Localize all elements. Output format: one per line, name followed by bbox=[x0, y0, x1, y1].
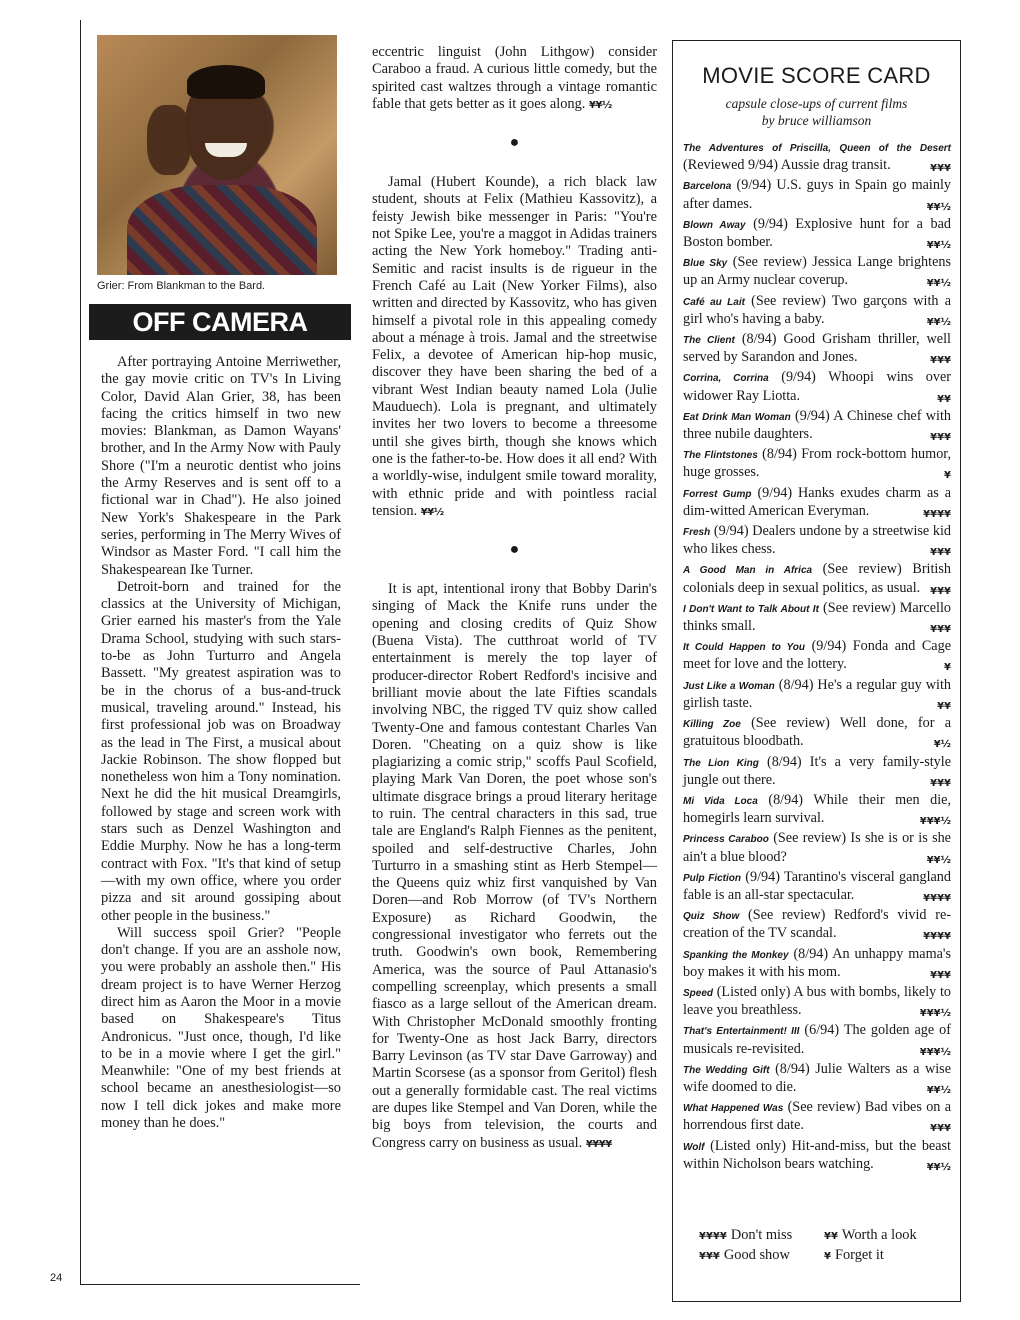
legend-stars: ¥¥¥ bbox=[699, 1251, 720, 1262]
rating-stars: ¥¥¥ bbox=[930, 777, 951, 789]
score-card-entry bbox=[683, 792, 951, 830]
film-capsule: (9/94) Tarantino's visceral gangland fable is an all-star spectacular. bbox=[683, 868, 951, 903]
film-capsule: (8/94) From rock-bottom humor, huge grosses. bbox=[683, 446, 951, 481]
article-paragraph: After portraying Antoine Merriwether, the gay movie critic on TV's In Living Color, David Alan Grier, 38, has been facing the critics himself in two new movies: Blankman, as Damon Wayans' brother, and In the Army Now with Pauly Shore ("I'm a neurotic dentist who joins the Army Reserves and is sent off to a fictional war in Chad"). He also joined New York's Shakespeare in the Park series, performing in The Merry Wives of Windsor as Master Ford. "I call him the Shakespearean Ike Turner. bbox=[101, 354, 341, 578]
film-capsule: (8/94) Julie Walters as a wise wife doomed to die. bbox=[683, 1060, 951, 1095]
film-capsule: (See review) Is she is or is she ain't a blue blood? bbox=[683, 830, 951, 865]
rating-stars: ¥¥½ bbox=[926, 1084, 951, 1096]
subtitle-line: capsule close-ups of current films bbox=[725, 96, 908, 111]
page-number: 24 bbox=[50, 1272, 63, 1284]
score-card-entry bbox=[683, 139, 951, 177]
review-text: eccentric linguist (John Lithgow) consider Caraboo a fraud. A curious little comedy, but the spirited cast waltzes through a vintage romantic fable that gets better as it goes along. bbox=[372, 44, 657, 112]
score-card-title: MOVIE SCORE CARD bbox=[702, 63, 931, 88]
score-card-entry bbox=[683, 293, 951, 331]
film-capsule: (9/94) Whoopi wins over widower Ray Liotta. bbox=[683, 369, 951, 404]
legend-stars: ¥ bbox=[824, 1251, 831, 1262]
rating-stars: ¥¥¥ bbox=[930, 547, 951, 559]
legend-item bbox=[699, 1227, 824, 1245]
film-title: Fresh bbox=[683, 527, 711, 539]
film-title: Speed bbox=[683, 987, 714, 999]
off-camera-column bbox=[80, 20, 360, 1285]
score-card-entries bbox=[683, 139, 951, 1176]
film-title: Spanking the Monkey bbox=[683, 949, 789, 961]
film-title: Quiz Show bbox=[683, 911, 740, 923]
film-title: I Don't Want to Talk About It bbox=[683, 603, 819, 615]
review-paragraph bbox=[372, 174, 657, 521]
rating-stars: ¥¥½ bbox=[926, 1161, 951, 1173]
rating-legend bbox=[699, 1227, 949, 1265]
score-card-entry bbox=[683, 177, 951, 215]
photo-caption: Grier: From Blankman to the Bard. bbox=[97, 280, 266, 292]
film-title: Barcelona bbox=[683, 181, 732, 193]
rating-stars: ¥½ bbox=[933, 739, 951, 751]
film-title: Forrest Gump bbox=[683, 488, 752, 500]
score-card-entry bbox=[683, 946, 951, 984]
film-capsule: (9/94) Fonda and Cage meet for love and the lottery. bbox=[683, 638, 951, 673]
film-title: The Lion King bbox=[683, 757, 759, 769]
film-title: A Good Man in Africa bbox=[683, 565, 813, 577]
score-card-entry bbox=[683, 446, 951, 484]
film-capsule: (Listed only) Hit-and-miss, but the beast within Nicholson bears watching. bbox=[683, 1137, 951, 1172]
legend-label: Don't miss bbox=[730, 1227, 793, 1243]
review-text: It is apt, intentional irony that Bobby Darin's singing of Mack the Knife runs under the opening and closing credits of Quiz Show (Buena Vista). The cutthroat world of TV entertainment is merely the top layer of producer-director Robert Redford's incisive and brilliant movie about the late Fifties scandals involving NBC, the rigged TV quiz show called Twenty-One and famous contestant Charles Van Doren. "Cheating on a quiz show is like plagiarizing a comic strip," scoffs Paul Scofield, playing Mark Van Doren, the poet whose son's ultimate disgrace brings a proud literary heritage to ruin. The central characters in this sad, true tale are England's Ralph Fiennes as the penitent, spoiled and self-destructive Charles, John Turturro in a smashing stint as Herb Stempel—the Queens quiz whiz first vanquished by Van Doren—and Rob Morrow (of TV's Northern Exposure) as Richard Goodwin, the congressional investigator who ferrets out the truth. Goodwin's own book, Remembering America, was the source of Paul Attanasio's compelling screenplay, which presents a small fiasco as a large sellout of the American dream. With Christopher McDonald smoothly fronting for Twenty-One as host Jack Barry, directors Barry Levinson (as TV star Dave Garroway) and Martin Scorsese (as a sponsor from Geritol) flesh out a generally formidable cast. The real victims are dupes like Stempel and Van Doren, while the big boys from television, the courts and Congress carry on business as usual. bbox=[372, 581, 657, 1151]
reviews-column bbox=[372, 44, 657, 1153]
film-capsule: (Reviewed 9/94) Aussie drag transit. bbox=[683, 157, 891, 174]
score-card-entry bbox=[683, 331, 951, 369]
film-capsule: (See review) Jessica Lange brightens up an Army nuclear coverup. bbox=[683, 254, 951, 289]
film-title: Blown Away bbox=[683, 219, 746, 231]
film-capsule: (9/94) A Chinese chef with three nubile daughters. bbox=[683, 407, 951, 443]
rating-stars: ¥¥¥ bbox=[930, 969, 951, 981]
rating-stars: ¥¥¥¥ bbox=[923, 508, 951, 520]
score-card-entry bbox=[683, 600, 951, 638]
film-capsule: (9/94) Dealers undone by a streetwise kid who likes chess. bbox=[683, 523, 951, 558]
score-card-entry bbox=[683, 984, 951, 1022]
score-card-entry bbox=[683, 1022, 951, 1060]
film-capsule: (8/94) An unhappy mama's boy makes it with his mom. bbox=[683, 945, 951, 980]
article-paragraph: Will success spoil Grier? "People don't change. If you are an asshole now, you were probably an asshole then." His dream project is to have Werner Herzog direct him as Aaron the Moor in a movie based on Shakespeare's Titus Andronicus. "Just once, though, I'd like to be in a movie where I get the girl." Meanwhile: "One of my best friends at school became an anesthesiologist—so now I tell dick jokes and make more money than he does." bbox=[101, 924, 341, 1132]
film-capsule: (9/94) U.S. guys in Spain go mainly after dames. bbox=[683, 177, 951, 212]
score-card-entry bbox=[683, 869, 951, 907]
legend-item bbox=[824, 1227, 949, 1245]
rating-stars: ¥¥¥¥ bbox=[585, 1138, 612, 1150]
rating-stars: ¥¥ bbox=[937, 700, 951, 712]
score-card-entry bbox=[683, 1099, 951, 1137]
film-capsule: (See review) Redford's vivid re-creation of the TV scandal. bbox=[683, 907, 952, 942]
rating-stars: ¥¥½ bbox=[926, 240, 951, 252]
film-title: The Wedding Gift bbox=[683, 1064, 770, 1076]
score-card-entry bbox=[683, 907, 951, 945]
score-card-entry bbox=[683, 254, 951, 292]
film-title: Princess Caraboo bbox=[683, 834, 769, 846]
score-card-entry bbox=[683, 754, 951, 792]
film-capsule: (8/94) It's a very family-style jungle out there. bbox=[683, 753, 952, 788]
review-paragraph bbox=[372, 44, 657, 114]
film-title: Blue Sky bbox=[683, 258, 728, 270]
rating-stars: ¥ bbox=[944, 470, 951, 482]
off-camera-article bbox=[101, 354, 341, 1132]
film-capsule: (See review) Bad vibes on a horrendous first date. bbox=[683, 1099, 951, 1134]
film-title: Just Like a Woman bbox=[683, 680, 775, 692]
rating-stars: ¥¥½ bbox=[926, 854, 951, 866]
score-card-entry bbox=[683, 216, 951, 254]
film-capsule: (8/94) He's a regular guy with girlish taste. bbox=[683, 676, 951, 711]
score-card-entry bbox=[683, 638, 951, 676]
byline: by bruce williamson bbox=[761, 113, 872, 128]
movie-score-card bbox=[672, 40, 961, 1302]
rating-stars: ¥¥¥ bbox=[930, 624, 951, 636]
score-card-entry bbox=[683, 1138, 951, 1176]
rating-stars: ¥¥½ bbox=[926, 278, 951, 290]
legend-stars: ¥¥ bbox=[824, 1231, 838, 1242]
legend-label: Good show bbox=[723, 1247, 790, 1263]
film-title: Eat Drink Man Woman bbox=[683, 411, 791, 423]
rating-stars: ¥¥¥½ bbox=[919, 816, 951, 828]
rating-stars: ¥¥¥½ bbox=[919, 1046, 951, 1058]
score-card-entry bbox=[683, 1061, 951, 1099]
score-card-entry bbox=[683, 830, 951, 868]
film-title: Killing Zoe bbox=[683, 719, 741, 731]
rating-stars: ¥¥½ bbox=[589, 99, 612, 111]
score-card-entry bbox=[683, 561, 951, 599]
legend-stars: ¥¥¥¥ bbox=[699, 1231, 727, 1242]
film-capsule: (8/94) While their men die, homegirls learn survival. bbox=[683, 791, 951, 827]
article-paragraph: Detroit-born and trained for the classics at the University of Michigan, Grier earned his master's from the Yale Drama School, studying with such stars-to-be as John Turturro and Angela Bassett. "My greatest aspiration was to be in the chorus of a bus-and-truck musical, traveling around." Instead, his first professional job was on Broadway as the lead in The First, a musical about Jackie Robinson. The show flopped but nonetheless won him a Tony nomination. Next he did the hit musical Dreamgirls, followed by stage and screen work with stars such as Denzel Washington and Eddie Murphy. Now he has a long-term contract with Fox. "It's that kind of setup—with my own office, where you order pizza and sit around gossiping about other people in the business." bbox=[101, 578, 341, 924]
rating-stars: ¥¥¥½ bbox=[919, 1008, 951, 1020]
score-card-entry bbox=[683, 715, 951, 753]
score-card-entry bbox=[683, 485, 951, 523]
score-card-entry bbox=[683, 523, 951, 561]
rating-stars: ¥¥¥ bbox=[930, 163, 951, 175]
film-capsule: (Listed only) A bus with bombs, likely to leave you breathless. bbox=[683, 983, 951, 1019]
rating-stars: ¥¥½ bbox=[926, 201, 951, 213]
rating-stars: ¥ bbox=[944, 662, 951, 674]
score-card-subtitle bbox=[673, 95, 960, 129]
photo-shirt bbox=[127, 185, 317, 275]
score-card-entry bbox=[683, 677, 951, 715]
film-capsule: (See review) British colonials deep in sexual politics, as usual. bbox=[683, 561, 951, 596]
film-capsule: (9/94) Hanks exudes charm as a dim-witted American Everyman. bbox=[683, 484, 951, 519]
film-title: The Flintstones bbox=[683, 450, 758, 462]
section-bullet: ● bbox=[509, 541, 520, 559]
review-text: Jamal (Hubert Kounde), a rich black law student, shouts at Felix (Mathieu Kassovitz), a feisty Jewish bike messenger in Paris: "You're not Spike Lee, you're a maggot in Adidas trainers acting the New York homeboy." Trading anti-Semitic and racist insults is de rigueur in the French Café au Lait (New Yorker Films), also written and directed by Kassovitz, who has given himself a pivotal role in this appealing comedy about a ménage à trois. Jamal and the streetwise Felix, a devotee of American hip-hop music, discover they have been sharing the bed of a vibrant West Indian beauty named Lola (Julie Mauduech). Lola is pregnant, and ultimately invites her two lovers to become a threesome until she gives birth, though she knows which one is the father-to-be. How does it all end? With a worldly-wise, indulgent smile toward morality, with ethnic pride and with pointless racial tension. bbox=[372, 174, 657, 519]
film-title: Café au Lait bbox=[683, 296, 745, 308]
film-capsule: (See review) Two garçons with a girl who's having a baby. bbox=[683, 292, 951, 327]
section-banner: OFF CAMERA bbox=[89, 304, 351, 340]
portrait-photo bbox=[97, 35, 337, 275]
review-paragraph bbox=[372, 581, 657, 1153]
rating-stars: ¥¥¥ bbox=[930, 585, 951, 597]
film-capsule: (See review) Well done, for a gratuitous bloodbath. bbox=[683, 715, 951, 750]
legend-label: Worth a look bbox=[841, 1227, 917, 1243]
film-title: Pulp Fiction bbox=[683, 872, 741, 884]
film-capsule: (See review) Marcello thinks small. bbox=[683, 599, 951, 635]
rating-stars: ¥¥½ bbox=[926, 316, 951, 328]
rating-stars: ¥¥¥¥ bbox=[923, 892, 951, 904]
photo-hair bbox=[187, 65, 265, 99]
section-bullet: ● bbox=[509, 134, 520, 152]
legend-item bbox=[824, 1247, 949, 1265]
legend-item bbox=[699, 1247, 824, 1265]
film-title: Mi Vida Loca bbox=[683, 795, 758, 807]
rating-stars: ¥¥¥¥ bbox=[923, 931, 951, 943]
film-title: Wolf bbox=[683, 1141, 705, 1153]
score-card-entry bbox=[683, 369, 951, 407]
film-title: It Could Happen to You bbox=[683, 642, 806, 654]
film-capsule: (9/94) Explosive hunt for a bad Boston bomber. bbox=[683, 215, 951, 251]
legend-label: Forget it bbox=[834, 1247, 884, 1263]
score-card-entry bbox=[683, 408, 951, 446]
film-title: The Adventures of Priscilla, Queen of the Desert bbox=[683, 143, 951, 154]
film-title: What Happened Was bbox=[683, 1103, 784, 1115]
rating-stars: ¥¥ bbox=[937, 393, 951, 405]
film-capsule: (8/94) Good Grisham thriller, well served by Sarandon and Jones. bbox=[683, 331, 951, 366]
rating-stars: ¥¥½ bbox=[420, 506, 444, 518]
film-title: Corrina, Corrina bbox=[683, 373, 769, 385]
film-capsule: (6/94) The golden age of musicals re-revisited. bbox=[683, 1022, 951, 1057]
rating-stars: ¥¥¥ bbox=[930, 355, 951, 367]
film-title: The Client bbox=[683, 335, 735, 347]
film-title: That's Entertainment! III bbox=[683, 1026, 800, 1038]
rating-stars: ¥¥¥ bbox=[930, 1123, 951, 1135]
rating-stars: ¥¥¥ bbox=[930, 432, 951, 444]
